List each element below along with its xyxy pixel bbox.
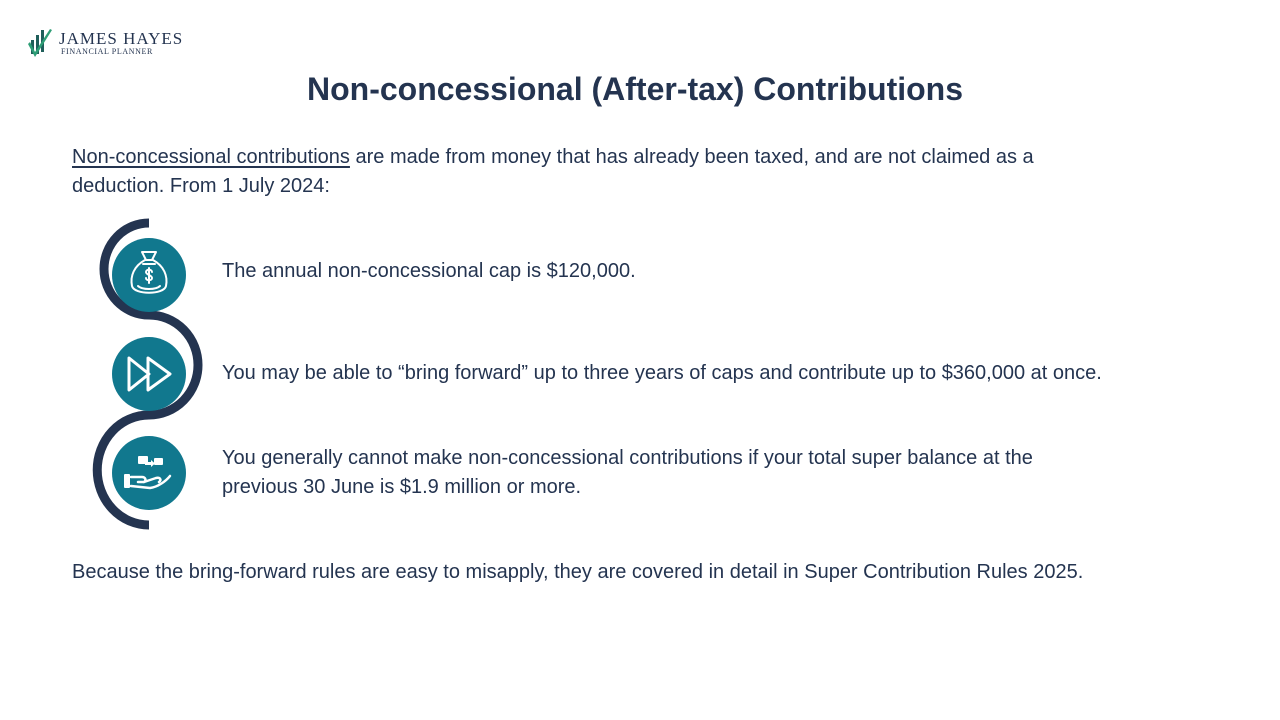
money-bag-icon-circle — [112, 238, 186, 312]
money-bag-icon — [112, 238, 186, 312]
logo-name: JAMES HAYES — [59, 29, 184, 48]
hand-giving-icon-circle — [112, 436, 186, 510]
intro-term: Non-concessional contributions — [72, 146, 350, 168]
point-annual-cap: The annual non-concessional cap is $120,000. — [222, 260, 636, 282]
fast-forward-icon — [112, 337, 186, 411]
footer-note: Because the bring-forward rules are easy to misapply, they are covered in detail in Super Contribution Rules 2025. — [72, 561, 1084, 583]
logo-subtitle: FINANCIAL PLANNER — [61, 47, 153, 56]
hand-giving-icon — [112, 436, 186, 510]
logo — [26, 24, 206, 64]
point-balance-limit: You generally cannot make non-concessional contributions if your total super balance at the previous 30 June is $1.9 million or more. — [222, 447, 1033, 498]
point-bring-forward: You may be able to “bring forward” up to three years of caps and contribute up to $360,000 at once. — [222, 362, 1102, 384]
page-title: Non-concessional (After-tax) Contributions — [306, 71, 963, 107]
fast-forward-icon-circle — [112, 337, 186, 411]
checkmark-bars-logo — [26, 26, 56, 60]
intro-paragraph — [72, 143, 1112, 201]
intro-text: are made from money that has already been taxed, and are not claimed as a deduction. From 1 July 2024: — [72, 146, 1034, 197]
